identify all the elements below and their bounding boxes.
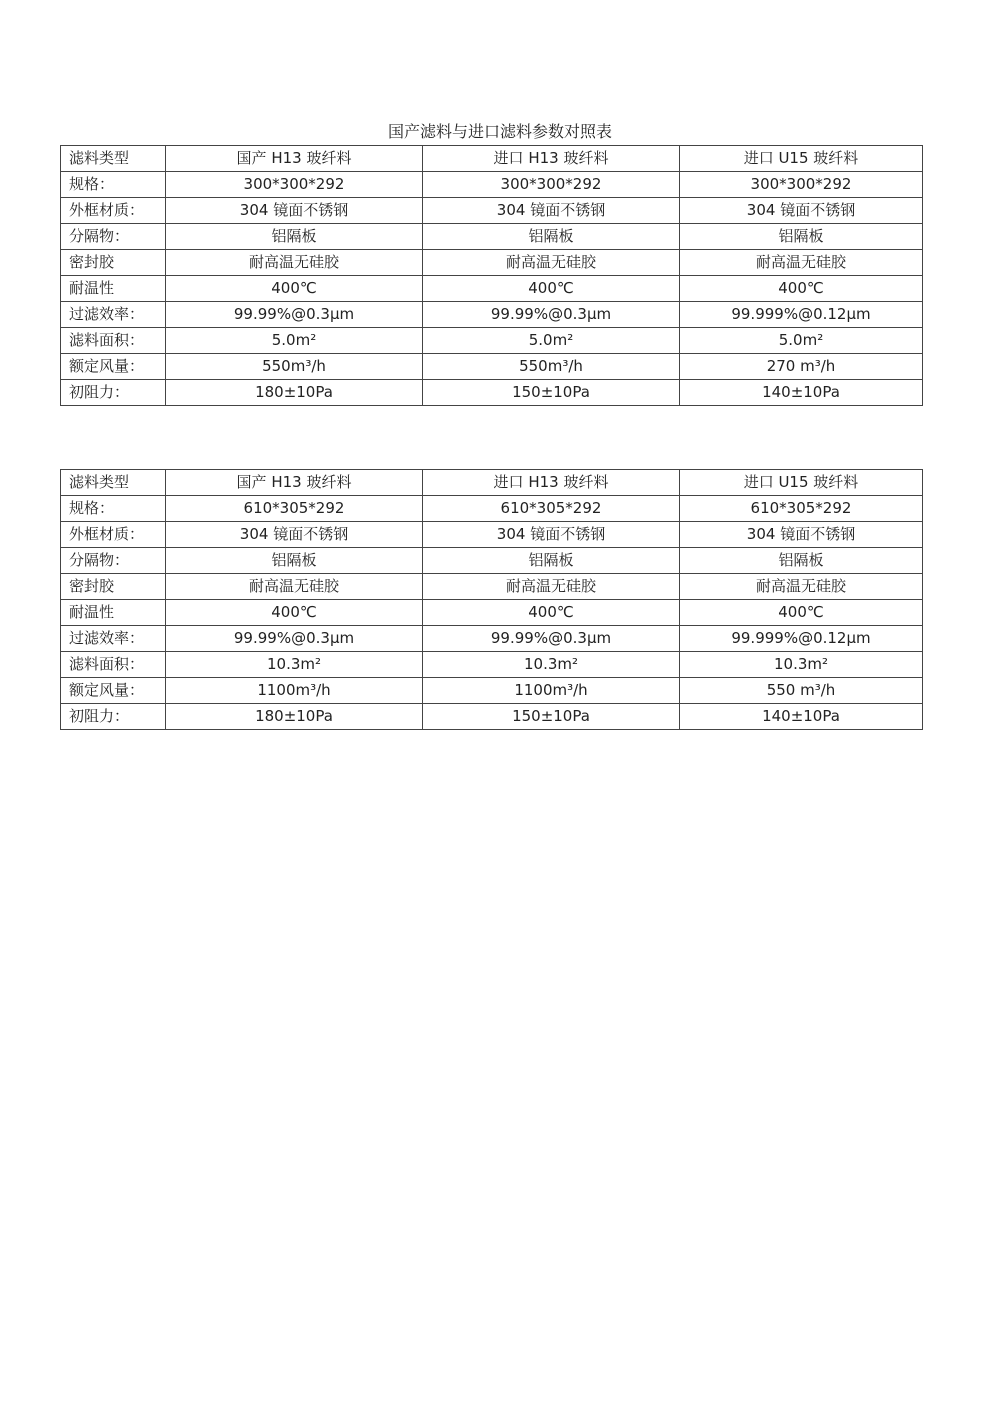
table-cell: 150±10Pa [423,380,680,406]
table-cell: 610*305*292 [166,496,423,522]
column-header: 进口 U15 玻纤料 [680,470,923,496]
table-row [61,704,923,730]
row-label: 初阻力： [61,704,166,730]
column-header: 进口 H13 玻纤料 [423,146,680,172]
row-label: 外框材质： [61,198,166,224]
column-header: 进口 U15 玻纤料 [680,146,923,172]
table-cell: 10.3m² [423,652,680,678]
row-label: 滤料类型 [61,146,166,172]
table-cell: 400℃ [166,276,423,302]
table-cell: 耐高温无硅胶 [166,250,423,276]
table-cell: 400℃ [166,600,423,626]
table-cell: 304 镜面不锈钢 [166,198,423,224]
table-row [61,276,923,302]
table-cell: 304 镜面不锈钢 [423,198,680,224]
table-cell: 10.3m² [680,652,923,678]
table-cell: 150±10Pa [423,704,680,730]
row-label: 规格： [61,496,166,522]
table-row [61,380,923,406]
row-label: 耐温性 [61,276,166,302]
row-label: 过滤效率： [61,302,166,328]
table-cell: 180±10Pa [166,380,423,406]
table-row [61,302,923,328]
table-row [61,626,923,652]
table-cell: 耐高温无硅胶 [680,250,923,276]
table-cell: 610*305*292 [423,496,680,522]
table-cell: 铝隔板 [680,548,923,574]
table-row [61,678,923,704]
document-title: 国产滤料与进口滤料参数对照表 [387,122,612,141]
row-label: 密封胶 [61,574,166,600]
table-cell: 550 m³/h [680,678,923,704]
table-row [61,652,923,678]
table-cell: 铝隔板 [423,548,680,574]
table-cell: 耐高温无硅胶 [680,574,923,600]
table-row [61,198,923,224]
table-cell: 99.99%@0.3μm [166,626,423,652]
row-label: 过滤效率： [61,626,166,652]
row-label: 分隔物： [61,224,166,250]
table-row [61,328,923,354]
row-label: 滤料面积： [61,652,166,678]
row-label: 额定风量： [61,678,166,704]
column-header: 进口 H13 玻纤料 [423,470,680,496]
table-row [61,354,923,380]
table-cell: 铝隔板 [423,224,680,250]
row-label: 外框材质： [61,522,166,548]
column-header: 国产 H13 玻纤料 [166,470,423,496]
table-row [61,250,923,276]
table-cell: 610*305*292 [680,496,923,522]
column-header: 国产 H13 玻纤料 [166,146,423,172]
table-cell: 304 镜面不锈钢 [680,522,923,548]
table-cell: 180±10Pa [166,704,423,730]
table-row [61,522,923,548]
table-cell: 270 m³/h [680,354,923,380]
table-cell: 5.0m² [166,328,423,354]
row-label: 滤料类型 [61,470,166,496]
table-row [61,224,923,250]
row-label: 滤料面积： [61,328,166,354]
table-cell: 10.3m² [166,652,423,678]
row-label: 初阻力： [61,380,166,406]
table-cell: 304 镜面不锈钢 [166,522,423,548]
comparison-table-610 [60,469,923,730]
table-cell: 耐高温无硅胶 [423,250,680,276]
table-cell: 耐高温无硅胶 [166,574,423,600]
table-cell: 5.0m² [680,328,923,354]
table-cell: 99.99%@0.3μm [423,626,680,652]
table-cell: 1100m³/h [423,678,680,704]
table-header-row [61,146,923,172]
table-cell: 400℃ [680,276,923,302]
table-cell: 铝隔板 [680,224,923,250]
table-cell: 99.999%@0.12μm [680,626,923,652]
table-row [61,600,923,626]
table-cell: 99.999%@0.12μm [680,302,923,328]
row-label: 密封胶 [61,250,166,276]
table-cell: 耐高温无硅胶 [423,574,680,600]
table-row [61,574,923,600]
table-row [61,548,923,574]
table-cell: 550m³/h [423,354,680,380]
table-cell: 300*300*292 [166,172,423,198]
table-cell: 400℃ [423,600,680,626]
table-cell: 99.99%@0.3μm [423,302,680,328]
table-cell: 300*300*292 [423,172,680,198]
table-cell: 铝隔板 [166,548,423,574]
table-cell: 5.0m² [423,328,680,354]
row-label: 额定风量： [61,354,166,380]
table-row [61,496,923,522]
table-cell: 铝隔板 [166,224,423,250]
table-cell: 140±10Pa [680,704,923,730]
table-cell: 400℃ [680,600,923,626]
table-cell: 140±10Pa [680,380,923,406]
table-cell: 1100m³/h [166,678,423,704]
row-label: 耐温性 [61,600,166,626]
table-cell: 550m³/h [166,354,423,380]
row-label: 分隔物： [61,548,166,574]
table-header-row [61,470,923,496]
comparison-table-300 [60,145,923,406]
table-cell: 304 镜面不锈钢 [680,198,923,224]
row-label: 规格： [61,172,166,198]
table-cell: 304 镜面不锈钢 [423,522,680,548]
table-row [61,172,923,198]
table-cell: 99.99%@0.3μm [166,302,423,328]
table-cell: 400℃ [423,276,680,302]
table-cell: 300*300*292 [680,172,923,198]
